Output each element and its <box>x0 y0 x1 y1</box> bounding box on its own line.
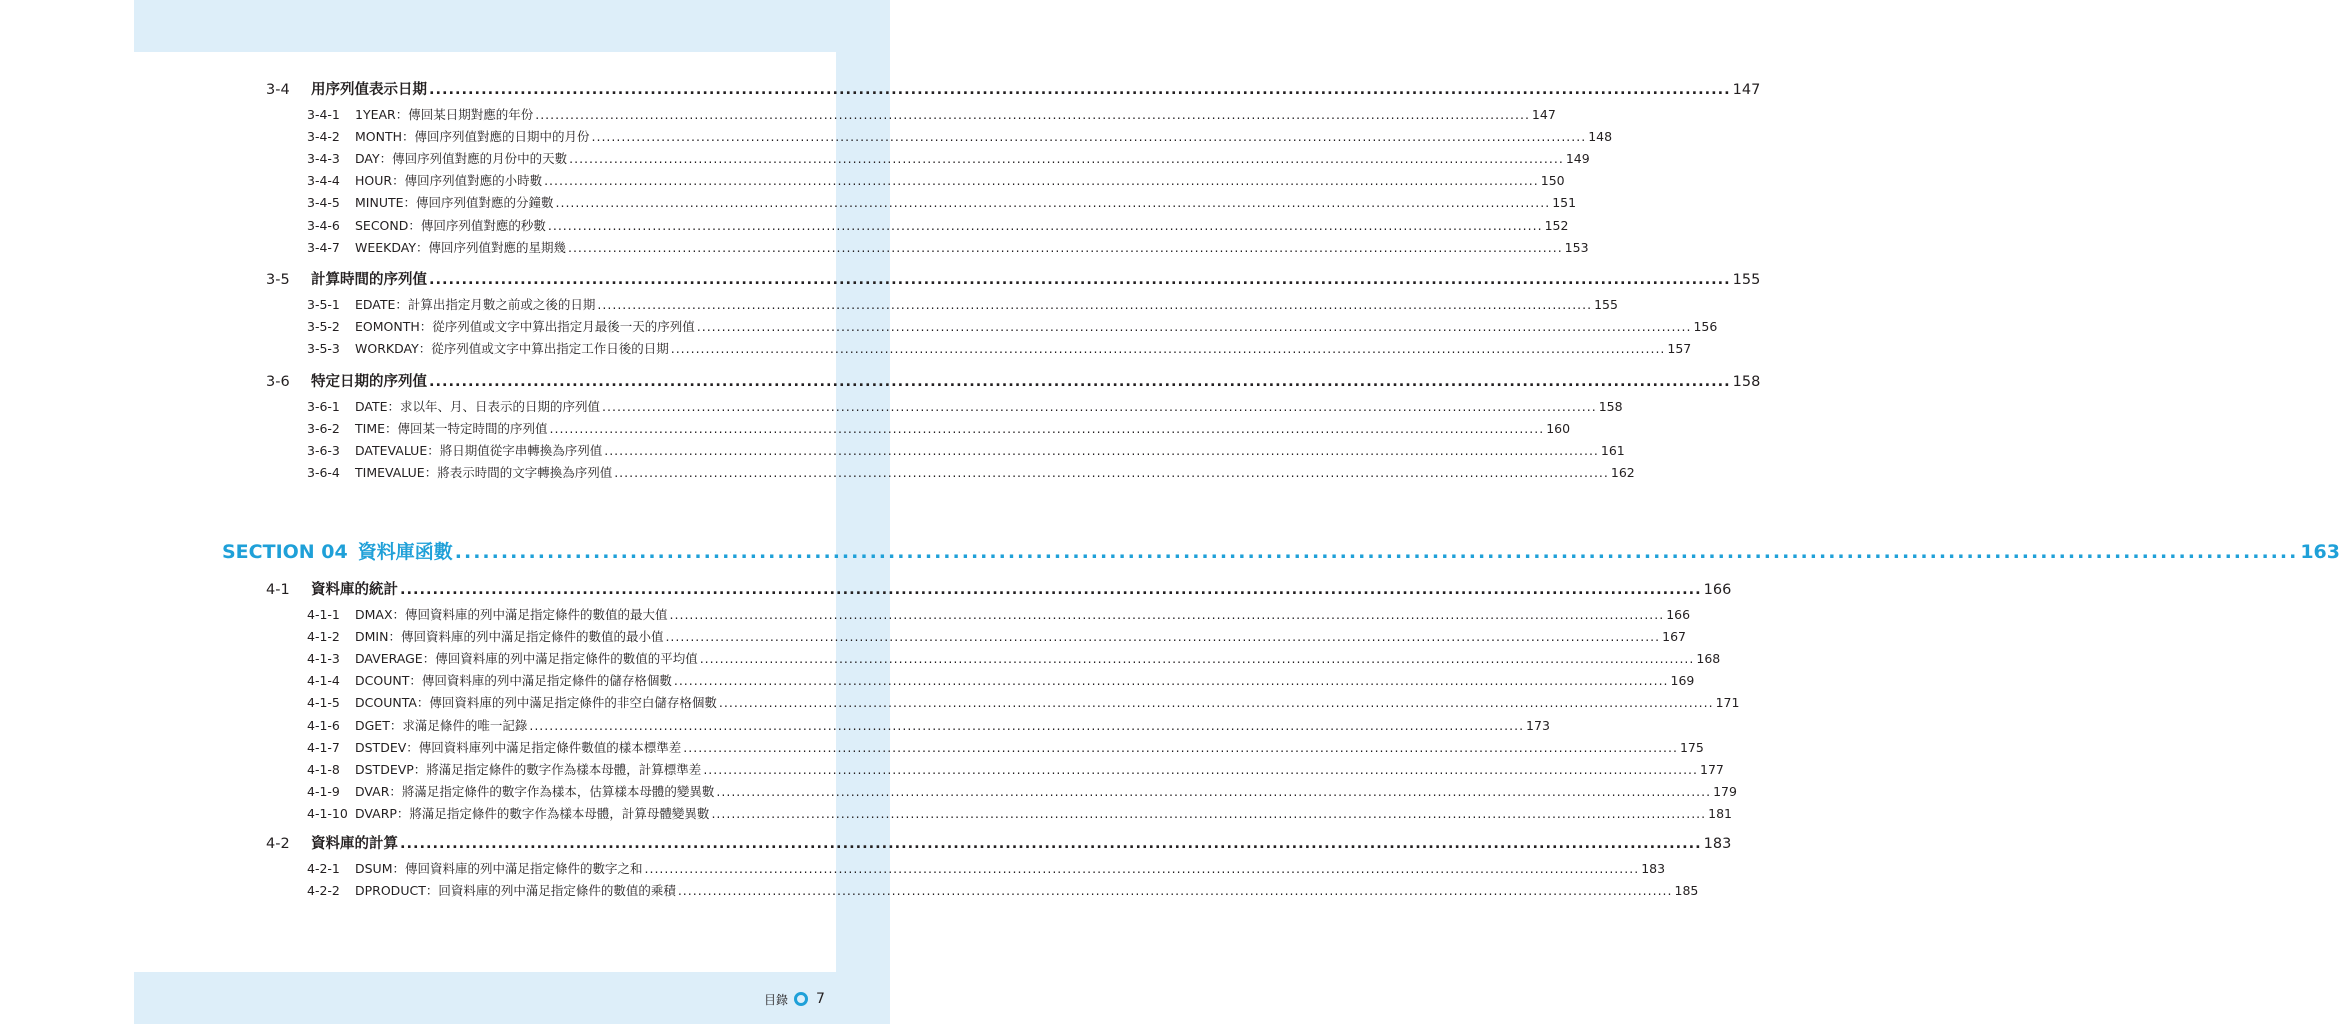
entry-page: 168 <box>1696 651 1721 667</box>
entry-title: 資料庫的統計 <box>311 582 398 598</box>
entry-page: 150 <box>1540 173 1565 189</box>
sub-entry[interactable] <box>307 804 1732 822</box>
sub-entry[interactable] <box>307 782 1737 800</box>
dot-leader: ........................................................................................................................................................................................................ <box>673 673 1669 689</box>
entry-title: MONTH：傳回序列值對應的日期中的月份 <box>355 129 590 145</box>
dot-leader: ........................................................................................................................................................................................................ <box>670 341 1666 357</box>
entry-title: 資料庫的計算 <box>311 836 398 852</box>
sub-entry[interactable] <box>307 105 1556 123</box>
entry-page: 166 <box>1666 607 1691 622</box>
chapter-entry[interactable] <box>266 78 1761 99</box>
entry-title: DSTDEV：傳回資料庫列中滿足指定條件數值的樣本標準差 <box>355 739 682 755</box>
dot-leader: ........................................................................................................................................................................................................ <box>604 443 1599 459</box>
sub-entry[interactable] <box>307 193 1577 211</box>
entry-title: DVARP：將滿足指定條件的數字作為樣本母體，計算母體變異數 <box>355 805 710 821</box>
sub-entry[interactable] <box>307 216 1569 234</box>
page-number: 7 <box>816 991 825 1007</box>
entry-title: DSTDEVP：將滿足指定條件的數字作為樣本母體，計算標準差 <box>355 761 702 777</box>
entry-page: 162 <box>1610 465 1635 481</box>
entry-page: 173 <box>1526 717 1550 733</box>
sub-entry[interactable] <box>307 149 1590 167</box>
entry-number: 4-1-10 <box>307 805 348 821</box>
dot-leader: ........................................................................................................................................................................................................ <box>699 651 1695 667</box>
sub-entry[interactable] <box>307 397 1623 415</box>
entry-number: 3-4-5 <box>307 195 340 211</box>
entry-page: 179 <box>1713 783 1737 799</box>
dot-leader: ........................................................................................................................................................................................................ <box>569 151 1564 167</box>
entry-title: DMIN：傳回資料庫的列中滿足指定條件的數值的最小值 <box>355 629 664 645</box>
entry-page: 149 <box>1565 151 1590 167</box>
entry-number: 3-4-6 <box>307 217 340 233</box>
entry-page: 147 <box>1531 107 1556 122</box>
entry-page: 169 <box>1670 673 1695 689</box>
entry-number: 3-4 <box>266 82 290 98</box>
dot-leader: ........................................................................................................................................................................................................ <box>555 195 1551 211</box>
chapter-entry[interactable] <box>266 578 1732 599</box>
sub-entry[interactable] <box>307 238 1589 256</box>
entry-title: WEEKDAY：傳回序列值對應的星期幾 <box>355 239 566 255</box>
sub-entry[interactable] <box>307 441 1625 459</box>
entry-number: 4-1-9 <box>307 783 340 799</box>
entry-title: DMAX：傳回資料庫的列中滿足指定條件的數值的最大值 <box>355 607 668 622</box>
sub-entry[interactable] <box>307 738 1704 756</box>
entry-page: 160 <box>1546 421 1571 437</box>
entry-page: 181 <box>1708 805 1732 821</box>
dot-leader: ........................................................................................................................................................................................................ <box>454 541 2299 563</box>
entry-number: 3-6-3 <box>307 443 340 459</box>
entry-page: 161 <box>1600 443 1625 459</box>
entry-page: 155 <box>1732 272 1761 288</box>
entry-title: 資料庫函數 <box>357 541 453 563</box>
entry-number: 4-1-1 <box>307 607 340 622</box>
entry-number: 3-4-1 <box>307 107 340 122</box>
dot-leader: ........................................................................................................................................................................................................ <box>400 836 1702 852</box>
sub-entry[interactable] <box>307 605 1691 623</box>
sub-entry[interactable] <box>307 693 1740 711</box>
entry-page: 151 <box>1552 195 1577 211</box>
dot-leader: ........................................................................................................................................................................................................ <box>597 297 1593 312</box>
entry-title: DCOUNT：傳回資料庫的列中滿足指定條件的儲存格個數 <box>355 673 672 689</box>
entry-number: 4-1-8 <box>307 761 340 777</box>
entry-number: 3-4-2 <box>307 129 340 145</box>
dot-leader: ........................................................................................................................................................................................................ <box>549 421 1545 437</box>
entry-number: 3-6-4 <box>307 465 340 481</box>
dot-leader: ........................................................................................................................................................................................................ <box>567 239 1563 255</box>
entry-title: DVAR：將滿足指定條件的數字作為樣本，估算樣本母體的變異數 <box>355 783 715 799</box>
dot-leader: ........................................................................................................................................................................................................ <box>677 883 1673 899</box>
entry-page: 152 <box>1544 217 1569 233</box>
sub-entry[interactable] <box>307 127 1613 145</box>
chapter-entry[interactable] <box>266 268 1761 289</box>
sub-entry[interactable] <box>307 463 1635 481</box>
entry-number: 3-6-1 <box>307 399 340 414</box>
entry-number: 4-1-7 <box>307 739 340 755</box>
sub-entry[interactable] <box>307 859 1666 877</box>
entry-title: TIMEVALUE：將表示時間的文字轉換為序列值 <box>355 465 613 481</box>
entry-number: 4-2 <box>266 836 290 852</box>
entry-page: 183 <box>1641 861 1666 876</box>
sub-entry[interactable] <box>307 760 1724 778</box>
entry-number: 4-1-4 <box>307 673 340 689</box>
entry-title: DATEVALUE：將日期值從字串轉換為序列值 <box>355 443 603 459</box>
entry-number: 3-4-4 <box>307 173 340 189</box>
chapter-entry[interactable] <box>266 370 1761 391</box>
sub-entry[interactable] <box>307 716 1550 734</box>
entry-number: SECTION 04 <box>222 541 348 563</box>
entry-number: 4-1-6 <box>307 717 340 733</box>
entry-title: DATE：求以年、月、日表示的日期的序列值 <box>355 399 601 414</box>
entry-page: 158 <box>1598 399 1623 414</box>
entry-page: 155 <box>1594 297 1618 312</box>
dot-leader: ........................................................................................................................................................................................................ <box>602 399 1597 414</box>
dot-leader: ........................................................................................................................................................................................................ <box>669 607 1665 622</box>
entry-number: 3-6 <box>266 374 290 390</box>
entry-number: 3-5-3 <box>307 341 340 357</box>
dot-leader: ........................................................................................................................................................................................................ <box>614 465 1609 481</box>
entry-title: DCOUNTA：傳回資料庫的列中滿足指定條件的非空白儲存格個數 <box>355 695 717 711</box>
entry-title: DPRODUCT：回資料庫的列中滿足指定條件的數值的乘積 <box>355 883 676 899</box>
sub-entry[interactable] <box>307 295 1618 313</box>
entry-title: 特定日期的序列值 <box>311 374 427 390</box>
entry-title: DAVERAGE：傳回資料庫的列中滿足指定條件的數值的平均值 <box>355 651 698 667</box>
entry-title: WORKDAY：從序列值或文字中算出指定工作日後的日期 <box>355 341 669 357</box>
dot-leader: ........................................................................................................................................................................................................ <box>544 173 1539 189</box>
entry-title: EDATE：計算出指定月數之前或之後的日期 <box>355 297 596 312</box>
entry-page: 147 <box>1732 82 1761 98</box>
dot-leader: ........................................................................................................................................................................................................ <box>696 319 1692 335</box>
entry-page: 185 <box>1674 883 1699 899</box>
entry-page: 148 <box>1588 129 1613 145</box>
footer-label: 目錄 <box>764 992 789 1007</box>
dot-leader: ........................................................................................................................................................................................................ <box>429 82 1731 98</box>
entry-page: 153 <box>1564 239 1589 255</box>
dot-leader: ........................................................................................................................................................................................................ <box>547 217 1543 233</box>
entry-page: 157 <box>1667 341 1692 357</box>
dot-leader: ........................................................................................................................................................................................................ <box>591 129 1587 145</box>
entry-page: 163 <box>2300 541 2340 563</box>
dot-leader: ........................................................................................................................................................................................................ <box>665 629 1661 645</box>
entry-number: 3-5-1 <box>307 297 340 312</box>
entry-title: 1YEAR：傳回某日期對應的年份 <box>355 107 534 122</box>
entry-title: SECOND：傳回序列值對應的秒數 <box>355 217 546 233</box>
sub-entry[interactable] <box>307 171 1565 189</box>
entry-page: 167 <box>1662 629 1686 645</box>
entry-number: 4-1-3 <box>307 651 340 667</box>
entry-number: 4-2-2 <box>307 883 340 899</box>
entry-page: 158 <box>1732 374 1761 390</box>
sub-entry[interactable] <box>307 627 1686 645</box>
entry-number: 4-1-5 <box>307 695 340 711</box>
dot-leader: ........................................................................................................................................................................................................ <box>644 861 1640 876</box>
dot-leader: ........................................................................................................................................................................................................ <box>400 582 1702 598</box>
entry-page: 175 <box>1679 739 1704 755</box>
dot-leader: ........................................................................................................................................................................................................ <box>716 783 1712 799</box>
dot-leader: ........................................................................................................................................................................................................ <box>718 695 1714 711</box>
entry-page: 166 <box>1703 582 1732 598</box>
entry-title: DAY：傳回序列值對應的月份中的天數 <box>355 151 568 167</box>
sub-entry[interactable] <box>307 419 1571 437</box>
entry-page: 177 <box>1700 761 1724 777</box>
page-footer <box>764 985 825 1013</box>
entry-number: 3-6-2 <box>307 421 340 437</box>
dot-leader: ........................................................................................................................................................................................................ <box>683 739 1678 755</box>
dot-leader: ........................................................................................................................................................................................................ <box>429 374 1731 390</box>
circle-icon <box>794 992 808 1006</box>
entry-title: 計算時間的序列值 <box>311 272 427 288</box>
entry-number: 3-5-2 <box>307 319 340 335</box>
dot-leader: ........................................................................................................................................................................................................ <box>711 805 1707 821</box>
entry-title: TIME：傳回某一特定時間的序列值 <box>355 421 548 437</box>
dot-leader: ........................................................................................................................................................................................................ <box>429 272 1731 288</box>
entry-number: 4-2-1 <box>307 861 340 876</box>
sub-entry[interactable] <box>307 339 1692 357</box>
entry-title: DGET：求滿足條件的唯一記錄 <box>355 717 528 733</box>
section-heading[interactable] <box>222 537 2340 564</box>
entry-page: 171 <box>1715 695 1740 711</box>
entry-number: 3-4-7 <box>307 239 340 255</box>
sub-entry[interactable] <box>307 649 1721 667</box>
dot-leader: ........................................................................................................................................................................................................ <box>535 107 1530 122</box>
dot-leader: ........................................................................................................................................................................................................ <box>703 761 1698 777</box>
chapter-entry[interactable] <box>266 832 1732 853</box>
entry-title: MINUTE：傳回序列值對應的分鐘數 <box>355 195 554 211</box>
sub-entry[interactable] <box>307 671 1695 689</box>
entry-page: 183 <box>1703 836 1732 852</box>
entry-title: DSUM：傳回資料庫的列中滿足指定條件的數字之和 <box>355 861 643 876</box>
entry-title: EOMONTH：從序列值或文字中算出指定月最後一天的序列值 <box>355 319 695 335</box>
entry-number: 4-1-2 <box>307 629 340 645</box>
dot-leader: ........................................................................................................................................................................................................ <box>529 717 1525 733</box>
entry-title: HOUR：傳回序列值對應的小時數 <box>355 173 543 189</box>
entry-number: 4-1 <box>266 582 290 598</box>
entry-page: 156 <box>1693 319 1718 335</box>
entry-title: 用序列值表示日期 <box>311 82 427 98</box>
entry-number: 3-4-3 <box>307 151 340 167</box>
sub-entry[interactable] <box>307 317 1718 335</box>
entry-number: 3-5 <box>266 272 290 288</box>
sub-entry[interactable] <box>307 881 1699 899</box>
